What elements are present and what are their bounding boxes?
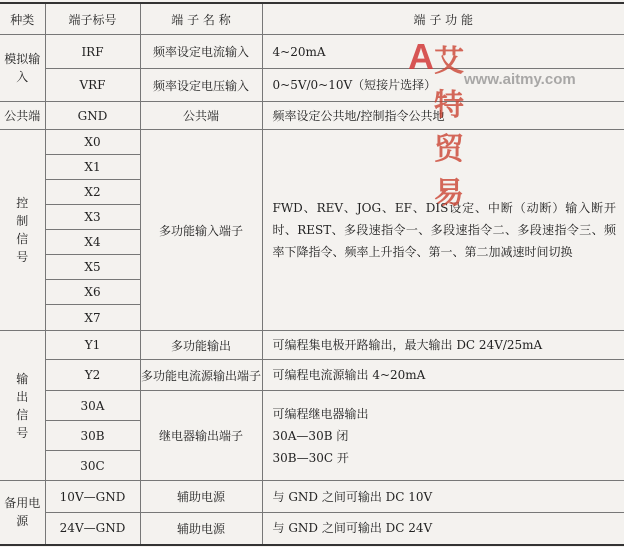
table-row — [0, 513, 624, 545]
relay-fn-line: 30A—30B 闭 — [272, 428, 349, 443]
watermark-url: www.aitmy.com — [464, 71, 576, 88]
terminal-name: 公共端 — [140, 102, 262, 130]
terminal-name: 多功能输出 — [140, 331, 262, 360]
terminal-id: GND — [45, 102, 140, 130]
watermark-a-icon: A — [408, 36, 434, 77]
terminal-name: 多功能电流源输出端子 — [140, 360, 262, 391]
terminal-function — [262, 391, 624, 481]
header-category: 种类 — [0, 3, 45, 35]
terminal-function: 可编程电流源输出 4~20mA — [262, 360, 624, 391]
terminal-name: 多功能输入端子 — [140, 130, 262, 331]
terminal-id: X4 — [45, 230, 140, 255]
terminal-function: 可编程集电极开路输出，最大输出 DC 24V/25mA — [262, 331, 624, 360]
relay-fn-line: 30B—30C 开 — [272, 450, 349, 465]
terminal-id: 10V—GND — [45, 481, 140, 513]
header-terminal-name: 端 子 名 称 — [140, 3, 262, 35]
terminal-id: 30B — [45, 421, 140, 451]
table-row — [0, 102, 624, 130]
group-analog: 模拟输入 — [0, 35, 45, 102]
watermark-text: 艾特贸易 — [434, 44, 465, 211]
table-row — [0, 69, 624, 102]
terminal-id: X3 — [45, 205, 140, 230]
header-terminal-function: 端 子 功 能 — [262, 3, 624, 35]
terminal-table — [0, 2, 624, 546]
terminal-id: VRF — [45, 69, 140, 102]
terminal-id: X2 — [45, 180, 140, 205]
terminal-function: 频率设定公共地/控制指令公共地 — [262, 102, 624, 130]
terminal-id: X1 — [45, 155, 140, 180]
terminal-id: X7 — [45, 305, 140, 331]
terminal-id: X0 — [45, 130, 140, 155]
header-row — [0, 3, 624, 35]
table-row — [0, 35, 624, 69]
terminal-name: 继电器输出端子 — [140, 391, 262, 481]
terminal-function: 0~5V/0~10V（短接片选择） — [262, 69, 624, 102]
terminal-id: 30C — [45, 451, 140, 481]
terminal-id: IRF — [45, 35, 140, 69]
terminal-id: 30A — [45, 391, 140, 421]
terminal-id: Y1 — [45, 331, 140, 360]
relay-fn-line: 可编程继电器输出 — [272, 406, 369, 421]
terminal-function: FWD、REV、JOG、EF、DIS设定、中断（动断）输入断开时、REST、多段速指令一、多段速指令二、多段速指令三、频率下降指令、频率上升指令、第一、第二加减速时间切换 — [262, 130, 624, 331]
terminal-name: 辅助电源 — [140, 513, 262, 545]
terminal-name: 频率设定电压输入 — [140, 69, 262, 102]
table-row — [0, 391, 624, 421]
terminal-function: 与 GND 之间可输出 DC 24V — [262, 513, 624, 545]
group-output: 输出信号 — [0, 331, 45, 481]
group-control: 控制信号 — [0, 130, 45, 331]
group-backup: 备用电源 — [0, 481, 45, 545]
terminal-id: X5 — [45, 255, 140, 280]
terminal-id: X6 — [45, 280, 140, 305]
group-common: 公共端 — [0, 102, 45, 130]
terminal-id: Y2 — [45, 360, 140, 391]
table-row — [0, 130, 624, 155]
terminal-function: 4~20mA — [262, 35, 624, 69]
terminal-name: 频率设定电流输入 — [140, 35, 262, 69]
table-row — [0, 481, 624, 513]
header-terminal-id: 端子标号 — [45, 3, 140, 35]
table-row — [0, 360, 624, 391]
terminal-function: 与 GND 之间可输出 DC 10V — [262, 481, 624, 513]
terminal-id: 24V—GND — [45, 513, 140, 545]
terminal-name: 辅助电源 — [140, 481, 262, 513]
table-row — [0, 331, 624, 360]
